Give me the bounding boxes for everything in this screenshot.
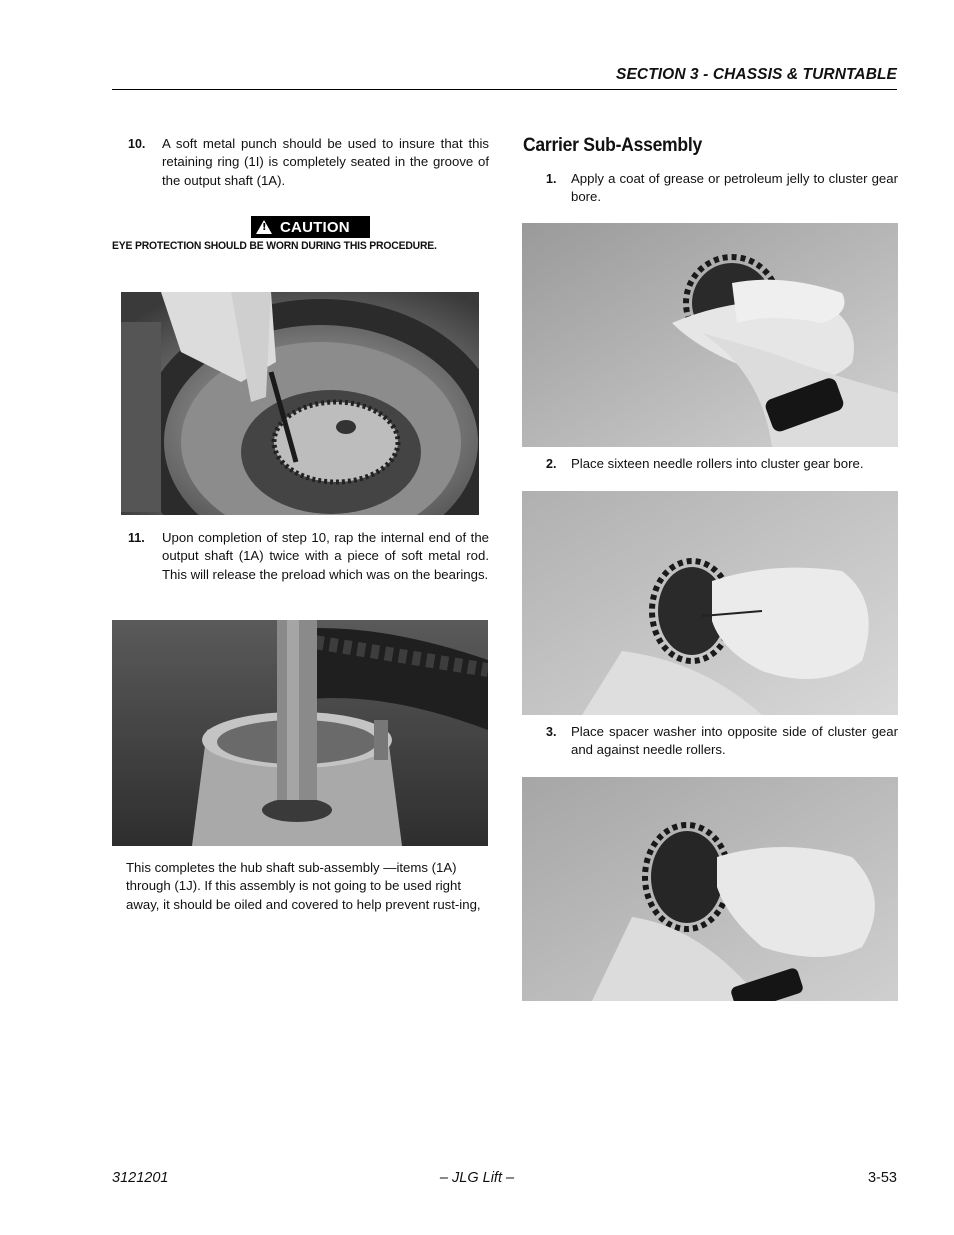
step-number: 2. (546, 457, 557, 471)
step-text: A soft metal punch should be used to insure that this retaining ring (1I) is completely seated in the groove of the output shaft (1A). (162, 136, 489, 188)
footer-page-number: 3-53 (867, 1170, 897, 1186)
carrier-step-2 (546, 455, 898, 473)
step-text: Apply a coat of grease or petroleum jelly to cluster gear bore. (571, 171, 898, 205)
caution-badge (251, 216, 370, 238)
step-number: 3. (546, 725, 557, 739)
photo-punch-retaining-ring (121, 292, 479, 515)
header-rule (112, 89, 897, 90)
step-number: 10. (128, 137, 146, 151)
carrier-step-1 (546, 170, 898, 207)
step-number: 11. (128, 531, 145, 545)
photo-needle-rollers (522, 491, 898, 715)
footer-center: – JLG Lift – (439, 1170, 515, 1186)
step-text: Upon completion of step 10, rap the internal end of the output shaft (1A) twice with a piece of soft metal rod. This will release the preload which was on the bearings. (162, 530, 489, 582)
photo-grease-cluster-gear (522, 223, 898, 447)
photo-rap-output-shaft (112, 620, 488, 846)
closing-paragraph: This completes the hub shaft sub-assembly —items (1A) through (1J). If this assembly is not going to be used right away, it should be oiled and covered to help prevent rust-ing, (126, 860, 481, 912)
step-text: Place sixteen needle rollers into cluster gear bore. (571, 456, 864, 471)
section-title: SECTION 3 - CHASSIS & TURNTABLE (616, 66, 897, 83)
carrier-step-3 (546, 723, 898, 760)
section-heading: Carrier Sub-Assembly (523, 134, 702, 156)
warning-triangle-icon: ! (256, 220, 272, 234)
step-11 (128, 529, 489, 584)
step-text: Place spacer washer into opposite side of cluster gear and against needle rollers. (571, 724, 898, 758)
footer-doc-number: 3121201 (112, 1170, 169, 1186)
step-10 (128, 135, 489, 190)
photo-spacer-washer (522, 777, 898, 1001)
caution-text: EYE PROTECTION SHOULD BE WORN DURING THIS PROCEDURE. (112, 240, 437, 252)
caution-label: CAUTION (280, 218, 350, 236)
step-number: 1. (546, 172, 557, 186)
